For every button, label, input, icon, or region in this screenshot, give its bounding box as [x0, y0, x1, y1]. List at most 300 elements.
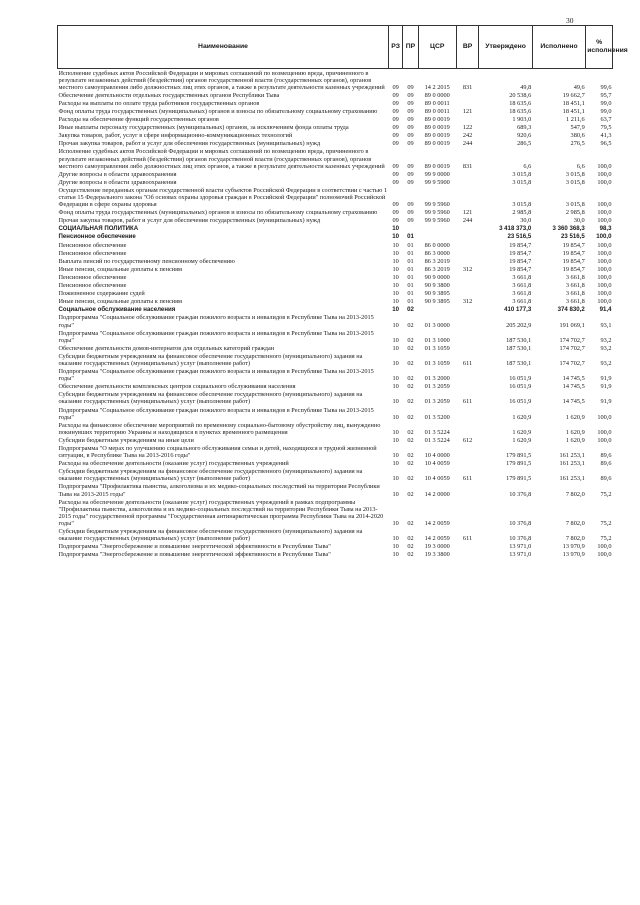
- row-name: Исполнение судебных актов Российской Федерации и мировых соглашений по возмещению вреда, причиненного в результате незаконных действий (бездействия) органов государственной власти (государственных органов), органов местного самоуправления либо должностных лиц этих органов, а также в результате деятельности казенных учреждений: [58, 148, 385, 170]
- row-approved: 10 376,8: [509, 519, 532, 527]
- row-pr: 02: [407, 383, 414, 391]
- row-executed: 30,0: [573, 217, 585, 225]
- row-name: Пенсионное обеспечение: [58, 241, 127, 249]
- row-rz: 10: [392, 452, 399, 460]
- row-name: Подпрограмма "Энергосбережение и повышение энергетической эффективности в Республике Тыва": [58, 551, 331, 559]
- row-csr: 99 9 5960: [424, 217, 450, 225]
- row-pr: 01: [407, 265, 414, 273]
- table-row: [58, 391, 613, 406]
- row-vr: [456, 170, 479, 178]
- row-pr: 09: [407, 178, 414, 186]
- row-rz: 10: [392, 428, 399, 436]
- row-percent: 91,9: [600, 383, 612, 391]
- row-approved: 179 891,5: [506, 475, 532, 483]
- row-csr: 89 0 0000: [424, 91, 450, 99]
- page-number: 30: [566, 16, 574, 25]
- row-csr: 19 3 3800: [424, 551, 450, 559]
- row-pr: 01: [407, 273, 414, 281]
- row-percent: 100,0: [597, 543, 612, 551]
- row-vr: [456, 306, 479, 314]
- row-rz: 09: [392, 116, 399, 124]
- row-percent: 93,2: [600, 344, 612, 352]
- table-row: [58, 241, 613, 249]
- row-name: Подпрограмма "Социальное обслуживание граждан пожилого возраста и инвалидов в Республике Тыва на 2013-2015 годы": [58, 368, 374, 383]
- row-pr: 02: [407, 490, 414, 498]
- row-csr: 01 3 5224: [424, 428, 450, 436]
- row-executed: 7 802,0: [565, 490, 585, 498]
- row-percent: 93,2: [600, 336, 612, 344]
- row-csr: 89 0 0019: [424, 124, 450, 132]
- row-rz: 09: [392, 201, 399, 209]
- table-row: [58, 233, 613, 241]
- row-approved: 19 854,7: [509, 265, 532, 273]
- row-percent: 100,0: [597, 282, 612, 290]
- row-rz: 10: [392, 306, 400, 314]
- row-name: Другие вопросы в области здравоохранения: [58, 178, 177, 186]
- row-csr: 01 3 5224: [424, 436, 450, 444]
- row-name: Подпрограмма "Энергосбережение и повышение энергетической эффективности в Республике Тыва": [58, 543, 331, 551]
- row-approved: 30,0: [520, 217, 532, 225]
- row-pr: 09: [407, 140, 414, 148]
- row-executed: 3 661,8: [565, 273, 585, 281]
- row-csr: [418, 233, 456, 241]
- row-approved: 187 530,1: [506, 336, 532, 344]
- table-row: [58, 551, 613, 559]
- table-row: [58, 468, 613, 483]
- budget-table: [57, 25, 628, 559]
- row-approved: 205 202,9: [506, 321, 532, 329]
- row-percent: 100,0: [597, 298, 612, 306]
- row-approved: 19 854,7: [509, 257, 532, 265]
- row-pr: 09: [407, 132, 414, 140]
- row-approved: 20 538,6: [509, 91, 532, 99]
- row-vr: [456, 233, 479, 241]
- table-row: [58, 178, 613, 186]
- row-vr: [456, 460, 479, 468]
- row-executed: 18 451,1: [562, 99, 585, 107]
- row-executed: 23 516,5: [560, 233, 585, 241]
- row-vr: [456, 498, 479, 527]
- row-approved: 3 661,8: [512, 298, 532, 306]
- row-pr: 02: [407, 428, 414, 436]
- row-approved: 3 661,8: [512, 282, 532, 290]
- table-row: [58, 306, 613, 314]
- table-row: [58, 298, 613, 306]
- table-row: [58, 406, 613, 421]
- row-csr: 01 3 1059: [424, 344, 450, 352]
- row-rz: 09: [392, 178, 399, 186]
- row-csr: 89 0 0011: [424, 99, 450, 107]
- table-row: [58, 498, 613, 527]
- row-vr: 611: [462, 535, 473, 543]
- row-pr: 01: [407, 290, 414, 298]
- row-pr: 01: [407, 249, 414, 257]
- row-rz: 10: [392, 344, 399, 352]
- row-percent: 93,2: [600, 359, 612, 367]
- row-rz: 10: [392, 249, 399, 257]
- row-vr: 312: [462, 265, 473, 273]
- row-pr: 09: [407, 170, 414, 178]
- row-approved: 3 661,8: [512, 290, 532, 298]
- table-row: [58, 91, 613, 99]
- row-rz: 10: [392, 241, 399, 249]
- row-name: Расходы на выплаты по оплате труда работников государственных органов: [58, 99, 260, 107]
- row-csr: 89 0 0019: [424, 132, 450, 140]
- row-pr: 09: [407, 124, 414, 132]
- row-approved: 16 051,9: [509, 375, 532, 383]
- table-row: [58, 124, 613, 132]
- row-csr: 90 9 3800: [424, 282, 450, 290]
- row-approved: 179 891,5: [506, 452, 532, 460]
- row-vr: 244: [462, 140, 473, 148]
- row-pr: 02: [407, 452, 414, 460]
- row-executed: 19 662,7: [562, 91, 585, 99]
- row-rz: 09: [392, 140, 399, 148]
- row-approved: 19 854,7: [509, 241, 532, 249]
- table-row: [58, 99, 613, 107]
- row-percent: 75,2: [600, 490, 612, 498]
- row-name: Расходы на финансовое обеспечение мероприятий по временному социально-бытовому обустройству лиц, вынужденно покинувших территорию Украины и находящихся в пунктах временного размещения: [58, 421, 381, 436]
- table-row: [58, 460, 613, 468]
- row-rz: 09: [392, 170, 399, 178]
- row-csr: [418, 225, 456, 233]
- row-executed: 380,6: [570, 132, 585, 140]
- row-approved: 689,3: [517, 124, 532, 132]
- row-vr: [456, 329, 479, 344]
- row-percent: 100,0: [596, 233, 612, 241]
- row-executed: 14 745,5: [562, 398, 585, 406]
- row-approved: 187 530,1: [506, 359, 532, 367]
- row-rz: 10: [392, 225, 400, 233]
- row-rz: 10: [392, 290, 399, 298]
- row-name: Иные пенсии, социальные доплаты к пенсиям: [58, 265, 183, 273]
- row-csr: 10 4 0000: [424, 452, 450, 460]
- row-rz: 10: [392, 490, 399, 498]
- row-vr: 612: [462, 436, 473, 444]
- table-row: [58, 225, 613, 233]
- row-name: Подпрограмма "Профилактика пьянства, алкоголизма и их медико-социальных последствий на территории Республики Тыва на 2013-2015 годы": [58, 483, 380, 498]
- row-rz: 09: [392, 83, 399, 91]
- row-percent: 100,0: [597, 413, 612, 421]
- row-approved: 49,8: [520, 83, 532, 91]
- row-name: СОЦИАЛЬНАЯ ПОЛИТИКА: [58, 225, 139, 233]
- row-name: Расходы на обеспечение деятельности (оказание услуг) государственных учреждений: [58, 460, 289, 468]
- row-pr: 02: [407, 535, 414, 543]
- row-percent: 100,0: [597, 249, 612, 257]
- row-pr: 01: [407, 298, 414, 306]
- row-csr: 14 2 0059: [424, 535, 450, 543]
- row-vr: [456, 257, 479, 265]
- row-name: Расходы на обеспечение деятельности (оказание услуг) государственных учреждений в рамках подпрограммы "Профилактика пьянства, алкоголизма и их медико-социальных последствий на территории Республики Тыва на 2013-2015 годы" государственной программы "Государственная антинаркотическая программа Республики Тыва на 2014-2020 годы": [58, 498, 384, 527]
- row-percent: 100,0: [597, 178, 612, 186]
- row-approved: 179 891,5: [506, 460, 532, 468]
- row-csr: 10 4 0059: [424, 460, 450, 468]
- row-rz: 10: [392, 336, 399, 344]
- row-csr: 90 9 3895: [424, 298, 450, 306]
- row-percent: 91,9: [600, 398, 612, 406]
- row-pr: 02: [407, 336, 414, 344]
- row-executed: 49,6: [573, 83, 585, 91]
- row-name: Исполнение судебных актов Российской Федерации и мировых соглашений по возмещению вреда, причиненного в результате незаконных действий (бездействия) органов государственной власти (государственных органов), органов местного самоуправления либо должностных лиц этих органов, а также в результате деятельности казенных учреждений: [58, 69, 385, 91]
- header-vr: ВР: [456, 26, 479, 69]
- row-csr: 14 2 0059: [424, 519, 450, 527]
- row-executed: 1 211,6: [566, 116, 585, 124]
- row-rz: 10: [392, 398, 399, 406]
- row-pr: 02: [407, 344, 414, 352]
- table-row: [58, 445, 613, 460]
- row-percent: 100,0: [597, 273, 612, 281]
- row-rz: 10: [392, 375, 399, 383]
- table-row: [58, 148, 613, 170]
- row-percent: 100,0: [597, 241, 612, 249]
- row-approved: 10 376,8: [509, 535, 532, 543]
- row-approved: 3 661,8: [512, 273, 532, 281]
- table-row: [58, 209, 613, 217]
- row-name: Субсидии бюджетным учреждениям на финансовое обеспечение государственного (муниципального) задания на оказание государственных (муниципальных) услуг (выполнение работ): [58, 391, 363, 406]
- row-executed: 1 620,9: [565, 413, 585, 421]
- row-executed: 14 745,5: [562, 383, 585, 391]
- row-vr: [456, 99, 479, 107]
- table-row: [58, 265, 613, 273]
- row-executed: 2 985,8: [565, 209, 585, 217]
- row-executed: 191 069,1: [559, 321, 585, 329]
- row-approved: 1 903,0: [512, 116, 532, 124]
- row-percent: 91,9: [600, 375, 612, 383]
- row-name: Субсидии бюджетным учреждениям на иные цели: [58, 436, 194, 444]
- row-vr: [456, 383, 479, 391]
- row-csr: 89 0 0011: [424, 107, 450, 115]
- row-executed: 174 702,7: [559, 344, 585, 352]
- row-approved: 6,6: [523, 162, 532, 170]
- table-row: [58, 329, 613, 344]
- row-pr: 02: [407, 321, 414, 329]
- row-csr: 89 0 0019: [424, 140, 450, 148]
- row-pr: 09: [407, 162, 414, 170]
- row-vr: 611: [462, 475, 473, 483]
- row-percent: 91,4: [599, 306, 612, 314]
- row-percent: 100,0: [597, 217, 612, 225]
- row-pr: 02: [407, 398, 414, 406]
- row-name: Обеспечение деятельности комплексных центров социального обслуживания населения: [58, 383, 296, 391]
- row-name: Обеспечение деятельности домов-интернатов для отдельных категорий граждан: [58, 344, 275, 352]
- row-executed: 3 015,8: [565, 201, 585, 209]
- row-name: Закупка товаров, работ, услуг в сфере информационно-коммуникационных технологий: [58, 132, 293, 140]
- header-percent: % исполнения: [586, 26, 613, 69]
- row-executed: 1 620,9: [565, 436, 585, 444]
- row-executed: 18 451,1: [562, 107, 585, 115]
- row-vr: [456, 483, 479, 498]
- row-executed: 3 360 368,3: [552, 225, 585, 233]
- row-executed: 14 745,5: [562, 375, 585, 383]
- row-vr: [456, 186, 479, 208]
- row-name: Подпрограмма "Социальное обслуживание граждан пожилого возраста и инвалидов в Республике Тыва на 2013-2015 годы": [58, 329, 374, 344]
- row-name: Пенсионное обеспечение: [58, 273, 127, 281]
- row-rz: 10: [392, 535, 399, 543]
- header-name: Наименование: [58, 26, 389, 69]
- row-vr: 121: [462, 107, 473, 115]
- table-row: [58, 436, 613, 444]
- row-name: Обеспечение деятельности отдельных государственных органов Республики Тыва: [58, 91, 280, 99]
- row-name: Социальное обслуживание населения: [58, 306, 176, 314]
- row-rz: 10: [392, 413, 399, 421]
- row-csr: 14 2 0000: [424, 490, 450, 498]
- row-name: Субсидии бюджетным учреждениям на финансовое обеспечение государственного (муниципального) задания на оказание государственных (муниципальных) услуг (выполнение работ): [58, 352, 363, 367]
- row-executed: 19 854,7: [562, 241, 585, 249]
- row-approved: 920,6: [517, 132, 532, 140]
- row-rz: 10: [392, 257, 399, 265]
- row-name: Расходы на обеспечение функций государственных органов: [58, 116, 219, 124]
- table-row: [58, 314, 613, 329]
- row-percent: 75,2: [600, 519, 612, 527]
- table-row: [58, 257, 613, 265]
- row-rz: 10: [392, 265, 399, 273]
- row-name: Субсидии бюджетным учреждениям на финансовое обеспечение государственного (муниципального) задания на оказание государственных (муниципальных) услуг (выполнение работ): [58, 468, 363, 483]
- row-vr: [456, 551, 479, 559]
- row-executed: 3 661,8: [565, 290, 585, 298]
- row-percent: 100,0: [597, 257, 612, 265]
- row-executed: 174 702,7: [559, 359, 585, 367]
- table-row: [58, 140, 613, 148]
- row-pr: 01: [407, 241, 414, 249]
- row-csr: 99 9 5960: [424, 201, 450, 209]
- row-pr: 09: [407, 83, 414, 91]
- row-executed: 3 015,8: [565, 178, 585, 186]
- row-percent: 98,3: [599, 225, 612, 233]
- row-executed: 19 854,7: [562, 265, 585, 273]
- table-row: [58, 543, 613, 551]
- row-executed: 7 802,0: [565, 535, 585, 543]
- row-executed: 3 661,8: [565, 282, 585, 290]
- row-percent: 89,6: [600, 475, 612, 483]
- row-vr: 831: [462, 83, 473, 91]
- row-vr: [456, 273, 479, 281]
- header-pr: ПР: [403, 26, 418, 69]
- row-csr: 10 4 0059: [424, 475, 450, 483]
- row-csr: 89 0 0019: [424, 116, 450, 124]
- table-row: [58, 483, 613, 498]
- row-name: Фонд оплаты труда государственных (муниципальных) органов и взносы по обязательному социальному страхованию: [58, 107, 378, 115]
- table-row: [58, 116, 613, 124]
- row-pr: 09: [407, 201, 414, 209]
- row-percent: 99,0: [600, 107, 612, 115]
- row-csr: [418, 306, 456, 314]
- row-rz: 10: [392, 273, 399, 281]
- row-rz: 10: [392, 551, 399, 559]
- row-percent: 99,0: [600, 99, 612, 107]
- row-name: Подпрограмма "Социальное обслуживание граждан пожилого возраста и инвалидов в Республике Тыва на 2013-2015 годы": [58, 314, 374, 329]
- row-name: Выплата пенсий по государственному пенсионному обеспечению: [58, 257, 235, 265]
- row-vr: [456, 282, 479, 290]
- row-pr: 02: [407, 460, 414, 468]
- row-rz: 09: [392, 132, 399, 140]
- row-approved: 16 051,9: [509, 383, 532, 391]
- row-vr: 244: [462, 217, 473, 225]
- row-approved: 19 854,7: [509, 249, 532, 257]
- row-rz: 09: [392, 124, 399, 132]
- row-rz: 10: [392, 436, 399, 444]
- table-row: [58, 273, 613, 281]
- row-rz: 10: [392, 519, 399, 527]
- table-row: [58, 421, 613, 436]
- row-vr: [456, 178, 479, 186]
- row-approved: 16 051,9: [509, 398, 532, 406]
- row-percent: 89,6: [600, 460, 612, 468]
- row-vr: 121: [462, 209, 473, 217]
- row-percent: 63,7: [600, 116, 612, 124]
- row-pr: 09: [407, 217, 414, 225]
- row-rz: 09: [392, 91, 399, 99]
- row-rz: 10: [392, 321, 399, 329]
- table-row: [58, 249, 613, 257]
- row-rz: 09: [392, 99, 399, 107]
- row-executed: 6,6: [576, 162, 585, 170]
- row-approved: 13 971,0: [509, 543, 532, 551]
- row-name: Пожизненное содержание судей: [58, 290, 145, 298]
- row-percent: 75,2: [600, 535, 612, 543]
- row-pr: 01: [407, 282, 414, 290]
- row-rz: 10: [392, 543, 399, 551]
- row-executed: 161 253,1: [559, 460, 585, 468]
- row-pr: [403, 225, 418, 233]
- row-approved: 410 177,3: [504, 306, 532, 314]
- row-pr: 09: [407, 209, 414, 217]
- row-name: Иные пенсии, социальные доплаты к пенсиям: [58, 298, 183, 306]
- row-pr: 09: [407, 91, 414, 99]
- table-row: [58, 383, 613, 391]
- row-executed: 19 854,7: [562, 257, 585, 265]
- row-vr: 831: [462, 162, 473, 170]
- row-executed: 174 702,7: [559, 336, 585, 344]
- row-vr: 122: [462, 124, 473, 132]
- row-approved: 23 516,5: [507, 233, 532, 241]
- row-percent: 99,6: [600, 83, 612, 91]
- row-pr: 09: [407, 116, 414, 124]
- header-approved: Утверждено: [479, 26, 532, 69]
- row-approved: 3 015,8: [512, 201, 532, 209]
- row-csr: 19 3 0000: [424, 543, 450, 551]
- row-percent: 95,7: [600, 91, 612, 99]
- row-percent: 41,3: [600, 132, 612, 140]
- row-pr: 09: [407, 107, 414, 115]
- row-percent: 100,0: [597, 170, 612, 178]
- row-vr: [456, 445, 479, 460]
- row-vr: [456, 249, 479, 257]
- row-approved: 286,5: [517, 140, 532, 148]
- row-name: Подпрограмма "О мерах по улучшению социального обслуживания семьи и детей, находящихся в трудной жизненной ситуации, в Республике Тыва на 2013-2016 годы": [58, 445, 377, 460]
- row-vr: [456, 543, 479, 551]
- header-csr: ЦСР: [418, 26, 456, 69]
- row-vr: [456, 344, 479, 352]
- row-csr: 01 3 5200: [424, 413, 450, 421]
- row-executed: 13 970,9: [562, 551, 585, 559]
- row-percent: 100,0: [597, 162, 612, 170]
- row-pr: 02: [407, 543, 414, 551]
- row-percent: 96,5: [600, 140, 612, 148]
- row-pr: 02: [407, 359, 414, 367]
- row-pr: 02: [407, 306, 414, 314]
- row-rz: 10: [392, 383, 399, 391]
- table-row: [58, 107, 613, 115]
- row-vr: [456, 314, 479, 329]
- row-executed: 3 661,8: [565, 298, 585, 306]
- row-rz: 09: [392, 209, 399, 217]
- row-name: Иные выплаты персоналу государственных (муниципальных) органов, за исключением фонда оплаты труда: [58, 124, 349, 132]
- row-pr: 01: [407, 257, 414, 265]
- row-executed: 13 970,9: [562, 543, 585, 551]
- row-approved: 3 015,8: [512, 178, 532, 186]
- row-pr: 01: [407, 233, 414, 241]
- row-pr: 02: [407, 551, 414, 559]
